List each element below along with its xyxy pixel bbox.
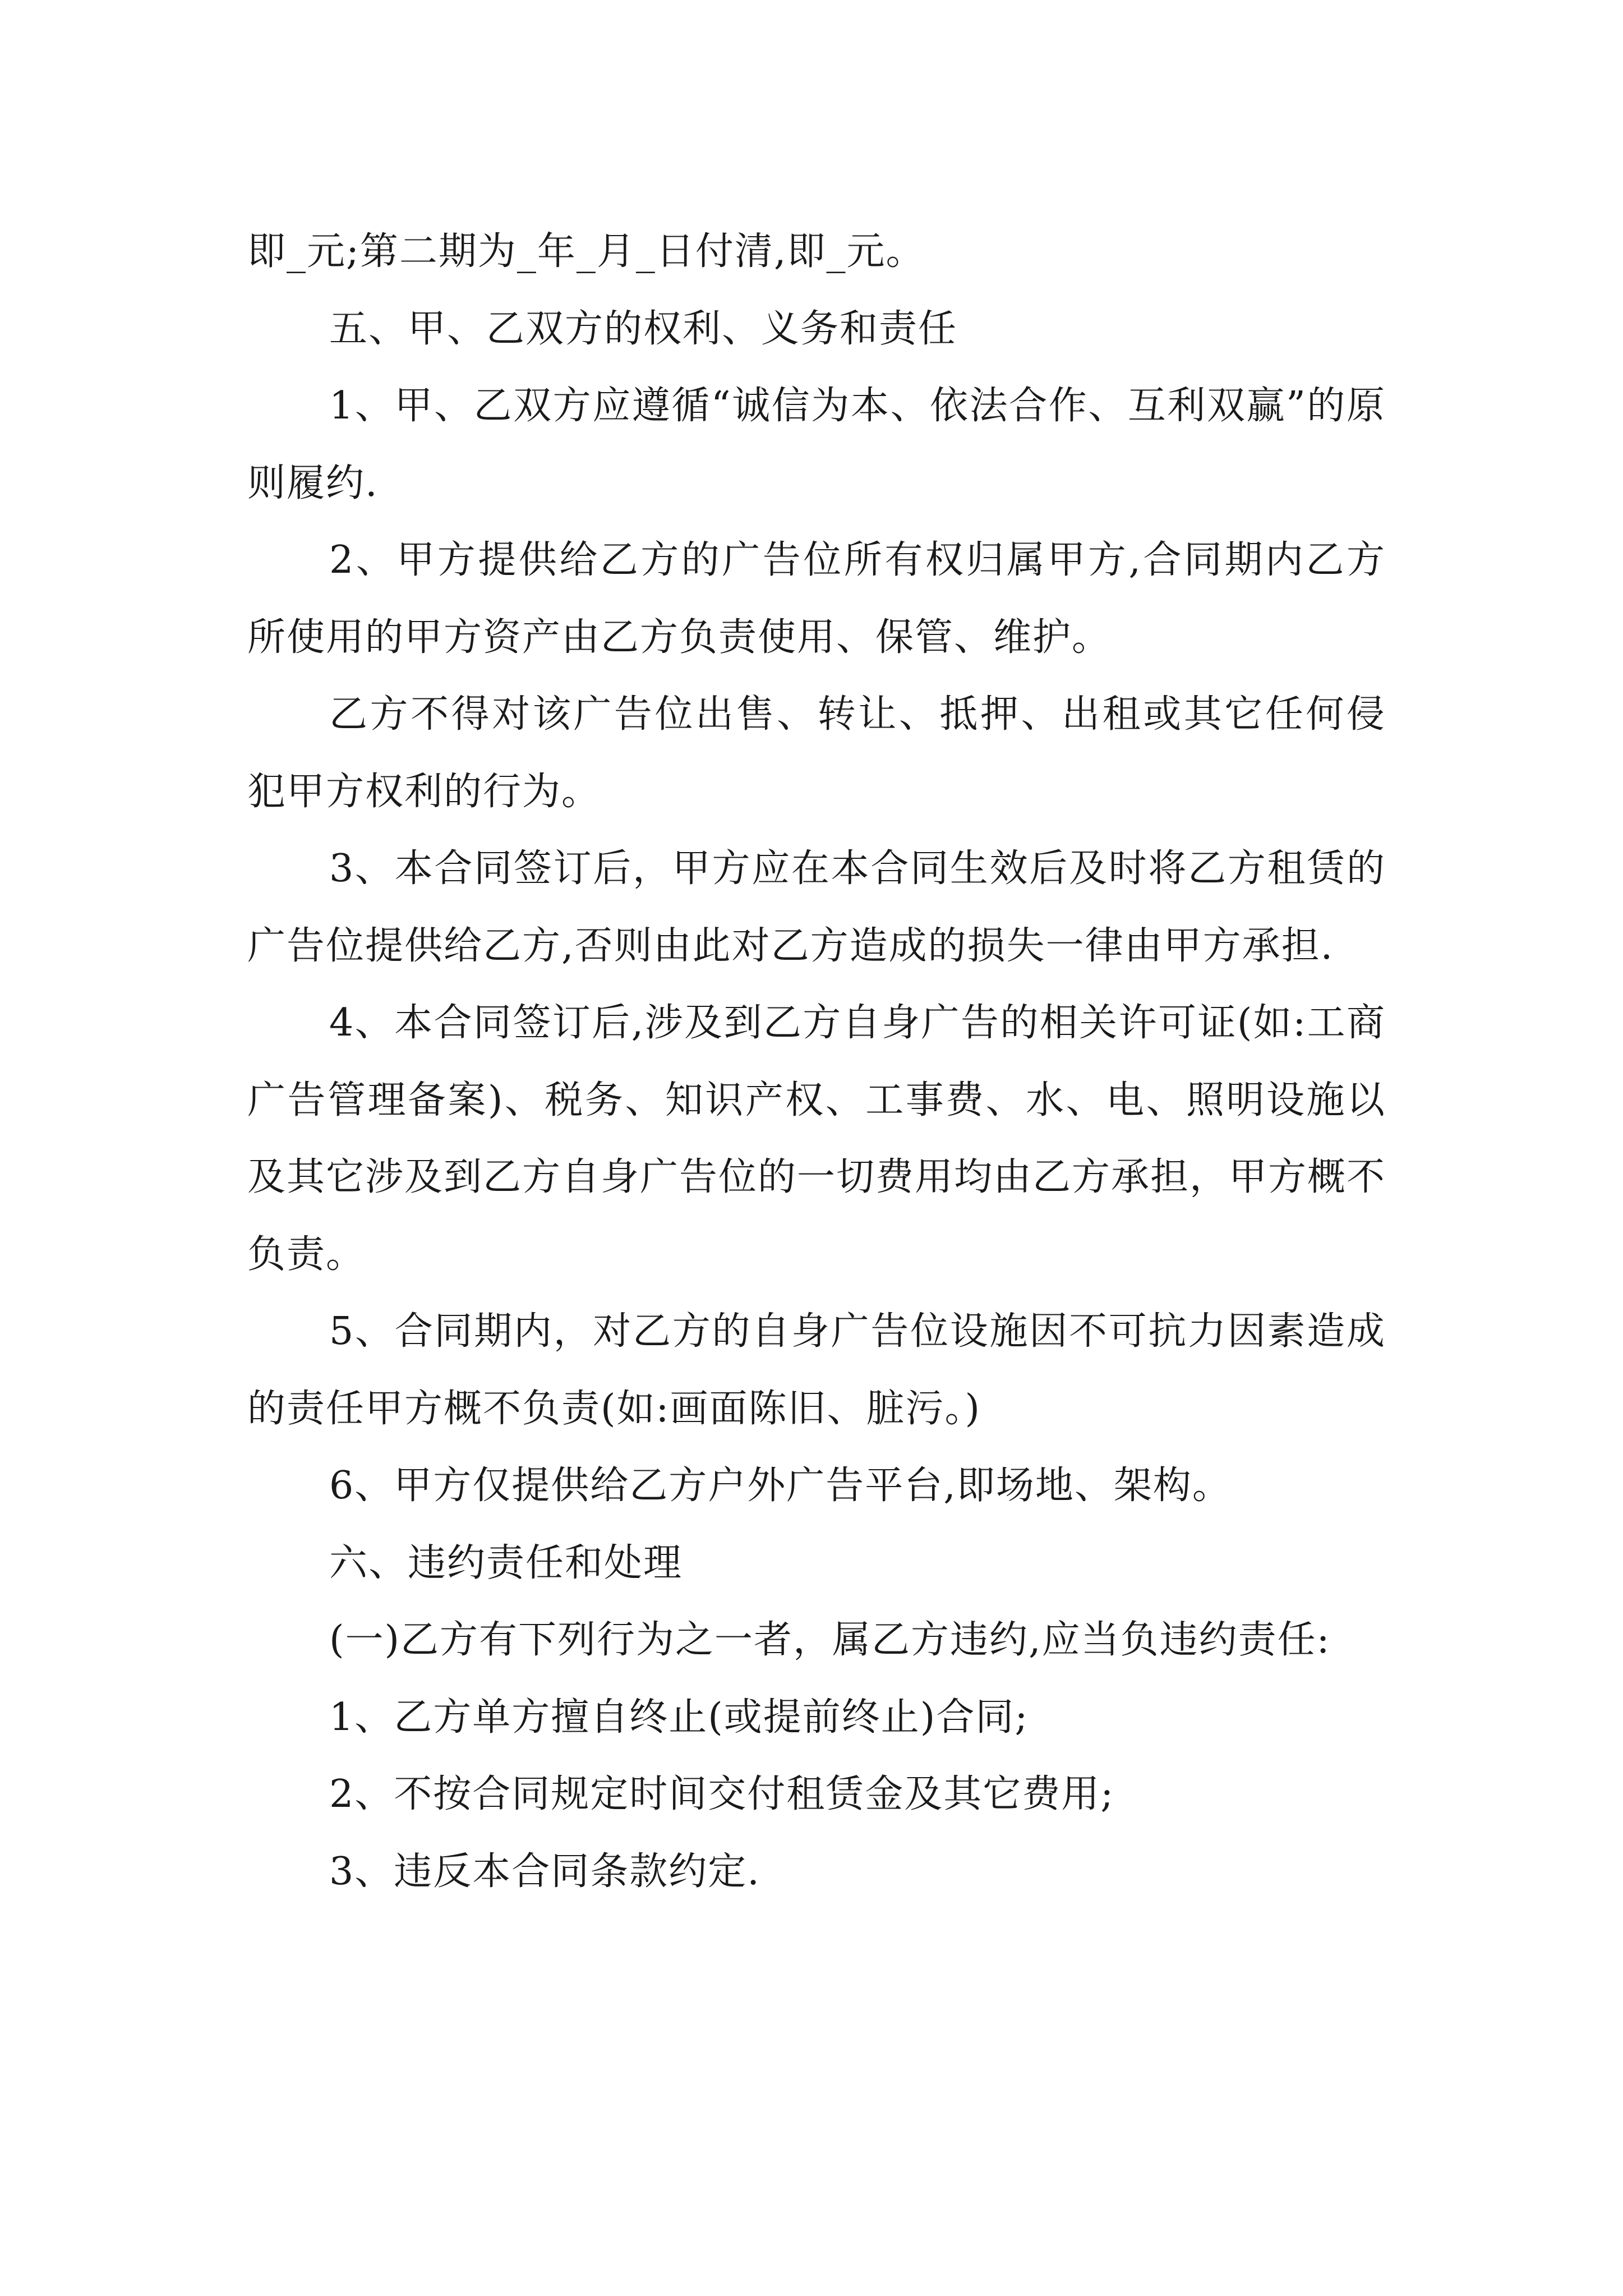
clause-4-fees: 4、本合同签订后,涉及到乙方自身广告的相关许可证(如:工商广告管理备案)、税务、知识产权、工事费、水、电、照明设施以及其它涉及到乙方自身广告位的一切费用均由乙方承担，甲方概不负责。 <box>247 1001 1386 1277</box>
breach-item-3: 3、违反本合同条款约定. <box>329 1849 760 1894</box>
document-body <box>247 213 1386 1910</box>
breach-intro: (一)乙方有下列行为之一者，属乙方违约,应当负违约责任: <box>329 1618 1331 1662</box>
clause-2-ownership: 2、甲方提供给乙方的广告位所有权归属甲方,合同期内乙方所使用的甲方资产由乙方负责使用、保管、维护。 <box>247 538 1386 660</box>
clause-3-delivery: 3、本合同签订后，甲方应在本合同生效后及时将乙方租赁的广告位提供给乙方,否则由此对乙方造成的损失一律由甲方承担. <box>247 846 1386 968</box>
clause-6-platform: 6、甲方仅提供给乙方户外广告平台,即场地、架构。 <box>329 1464 1232 1508</box>
paragraph-payment-terms: 即_元;第二期为_年_月_日付清,即_元。 <box>247 229 925 274</box>
breach-item-1: 1、乙方单方擅自终止(或提前终止)合同; <box>329 1695 1029 1740</box>
clause-2-restrictions: 乙方不得对该广告位出售、转让、抵押、出租或其它任何侵犯甲方权利的行为。 <box>247 692 1386 814</box>
section-heading-breach: 六、违约责任和处理 <box>329 1540 683 1585</box>
breach-item-2: 2、不按合同规定时间交付租赁金及其它费用; <box>329 1772 1115 1816</box>
clause-1-good-faith: 1、甲、乙双方应遵循“诚信为本、依法合作、互利双赢”的原则履约. <box>247 384 1386 505</box>
section-heading-rights-obligations: 五、甲、乙双方的权利、义务和责任 <box>329 306 958 351</box>
clause-5-force-majeure: 5、合同期内，对乙方的自身广告位设施因不可抗力因素造成的责任甲方概不负责(如:画面陈旧、脏污。) <box>247 1309 1386 1431</box>
